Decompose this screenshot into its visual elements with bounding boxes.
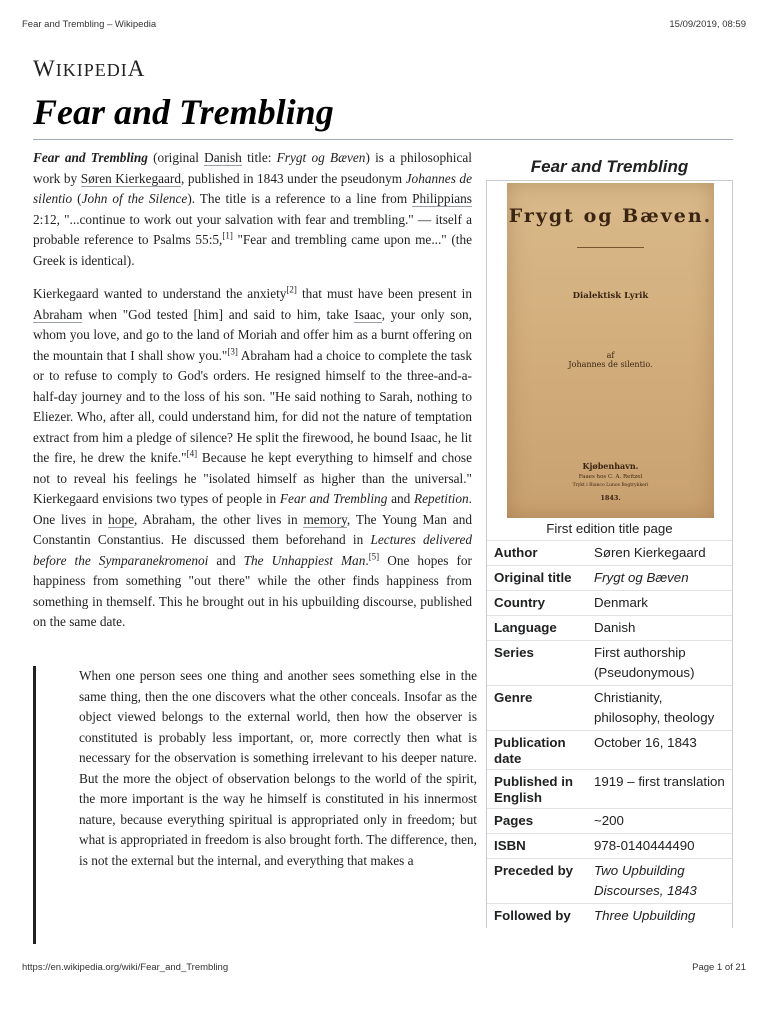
infobox-row (487, 616, 732, 641)
infobox-value: Two Upbuilding Discourses, 1843 (586, 859, 732, 904)
print-page-title: Fear and Trembling – Wikipedia (22, 19, 157, 30)
cover-title: Frygt og Bæven. (508, 205, 713, 227)
link-danish[interactable]: Danish (204, 150, 242, 165)
infobox-value: ~200 (586, 809, 732, 834)
wordmark-final: A (127, 56, 146, 81)
infobox-label: Genre (487, 686, 586, 731)
cover-year: 1843. (600, 494, 621, 502)
cover-rule (577, 247, 644, 248)
infobox-value: Three Upbuilding (586, 904, 732, 929)
cover-city: Kjøbenhavn. (582, 461, 639, 471)
wordmark-initial: W (33, 56, 56, 81)
infobox-table (487, 540, 732, 928)
bold-title: Fear and Trembling (33, 150, 148, 165)
infobox-row (487, 731, 732, 770)
image-caption: First edition title page (546, 521, 673, 536)
cover-author: af Johannes de silentio. (568, 351, 653, 369)
print-url: https://en.wikipedia.org/wiki/Fear_and_Trembling (22, 962, 229, 973)
title-divider (33, 139, 733, 140)
first-edition-cover-image[interactable] (507, 183, 714, 518)
infobox-value: Denmark (586, 591, 732, 616)
print-footer (22, 962, 746, 973)
infobox-row (487, 859, 732, 904)
print-page-number: Page 1 of 21 (692, 962, 746, 973)
cover-printer: Trykt i Bianco Lunos Bogtrykkeri (572, 483, 649, 488)
infobox-value: Danish (586, 616, 732, 641)
infobox-value: Christianity, philosophy, theology (586, 686, 732, 731)
wordmark-middle: IKIPEDI (55, 60, 128, 80)
infobox-title: Fear and Trembling (530, 157, 689, 176)
citation-3[interactable]: [3] (227, 346, 238, 357)
infobox-label: Pages (487, 809, 586, 834)
citation-1[interactable]: [1] (222, 230, 233, 241)
infobox-row (487, 904, 732, 929)
infobox-label: Original title (487, 566, 586, 591)
link-memory[interactable]: memory (303, 511, 347, 527)
link-philippians[interactable]: Philippians (412, 191, 472, 206)
cover-publisher: Faaes hos C. A. Reitzel (578, 474, 643, 480)
cover-subtitle: Dialektisk Lyrik (572, 291, 649, 301)
infobox-value: Frygt og Bæven (586, 566, 732, 591)
infobox-row (487, 770, 732, 809)
infobox-label: Country (487, 591, 586, 616)
block-quote: When one person sees one thing and another sees something else in the same thing, then the one discovers what the other conceals. Insofar as the object viewed belongs to the external world, then how the observer is constituted is probably less important, or, more correctly then what is necessary for the observation is something irrelevant to his deeper nature. But the more the object of observation belongs to the world of the spirit, the more important is the way he himself is constituted in his innermost nature, because everything spiritual is appropriated only in freedom; but what is appropriated in freedom is also brought forth. The difference, then, is not the external but the internal, and everything that makes a (33, 666, 477, 944)
infobox-label: Author (487, 541, 586, 566)
infobox-row (487, 686, 732, 731)
link-isaac[interactable]: Isaac (354, 306, 382, 322)
infobox-value: 1919 – first translation (586, 770, 732, 809)
page-title: Fear and Trembling (33, 92, 334, 132)
infobox-value: October 16, 1843 (586, 731, 732, 770)
infobox-row (487, 641, 732, 686)
infobox-row (487, 566, 732, 591)
citation-5[interactable]: [5] (368, 551, 380, 562)
infobox-label: Followed by (487, 904, 586, 929)
infobox-value: First authorship (Pseudonymous) (586, 641, 732, 686)
link-hope[interactable]: hope (108, 511, 134, 527)
infobox-row (487, 591, 732, 616)
infobox-body (486, 180, 733, 928)
infobox-label: Published in English (487, 770, 586, 809)
infobox-label: Language (487, 616, 586, 641)
body-paragraph: Kierkegaard wanted to understand the anxiety[2] that must have been present in Abraham when "God tested [him] and said to him, take Isaac, your only son, whom you love, and go to the land of Moriah and offer him as a burnt offering on the mountain that I shall show you."[3] Abraham had a choice to complete the task or to refuse to comply to God's orders. He resigned himself to the three-and-a-half-day journey and to the loss of his son. "He said nothing to Sarah, nothing to Eliezer. Who, after all, could understand him, for did not the nature of temptation extract from him a pledge of silence? He split the firewood, he bound Isaac, he lit the fire, he drew the knife."[4] Because he kept everything to himself and chose not to reveal his feelings he "isolated himself as higher than the universal." Kierkegaard envisions two types of people in Fear and Trembling and Repetition. One lives in hope, Abraham, the other lives in memory, The Young Man and Constantin Constantius. He discussed them beforehand in Lectures delivered before the Symparanekromenoi and The Unhappiest Man.[5] One hopes for happiness from something "out there" while the other finds happiness from something in themself. This he brought out in his upbuilding discourse, published on the same date. (33, 284, 473, 629)
infobox-value: 978-0140444490 (586, 834, 732, 859)
infobox-value: Søren Kierkegaard (586, 541, 732, 566)
print-datetime: 15/09/2019, 08:59 (669, 19, 746, 30)
infobox-label: Series (487, 641, 586, 686)
infobox-label: Publication date (487, 731, 586, 770)
infobox-label: ISBN (487, 834, 586, 859)
infobox-label: Preceded by (487, 859, 586, 904)
intro-paragraph: Fear and Trembling (original Danish title: Frygt og Bæven) is a philosophical work by Søren Kierkegaard, published in 1843 under the pseudonym Johannes de silentio (John of the Silence). The title is a reference to a line from Philippians 2:12, "...continue to work out your salvation with fear and trembling." — itself a probable reference to Psalms 55:5,[1] "Fear and trembling came upon me..." (the Greek is identical). (33, 150, 473, 268)
print-header (22, 19, 746, 30)
link-kierkegaard[interactable]: Søren Kierkegaard (80, 170, 182, 186)
link-abraham[interactable]: Abraham (33, 306, 83, 322)
infobox-image-cell (487, 181, 732, 518)
infobox (486, 148, 733, 928)
article-body (33, 148, 472, 646)
infobox-row (487, 541, 732, 566)
citation-4[interactable]: [4] (186, 448, 198, 459)
citation-2[interactable]: [2] (286, 284, 297, 295)
infobox-row (487, 834, 732, 859)
infobox-row (487, 809, 732, 834)
wikipedia-wordmark[interactable] (33, 56, 145, 82)
